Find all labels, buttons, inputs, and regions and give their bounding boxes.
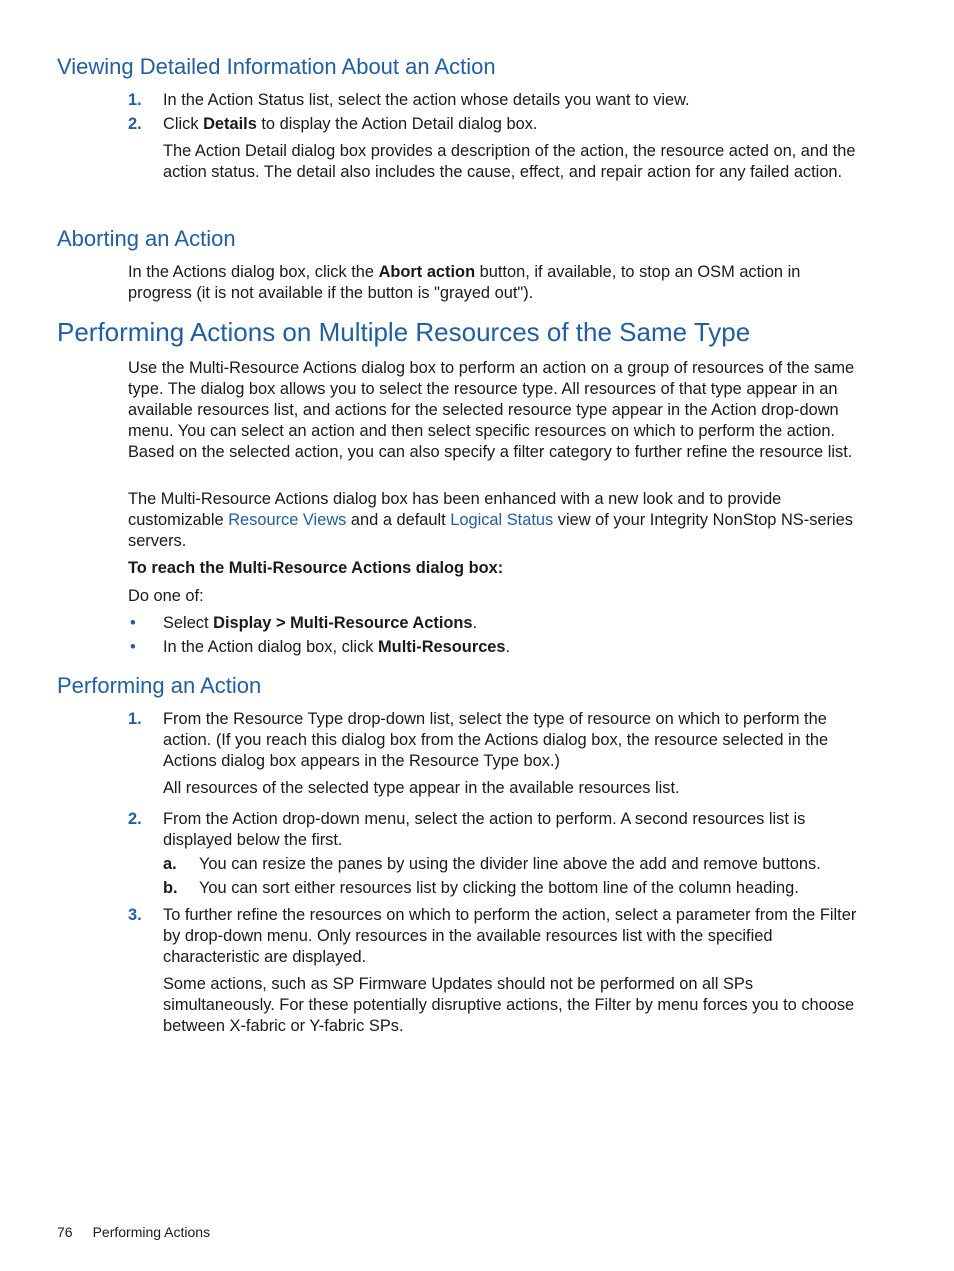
step-note: All resources of the selected type appear in the available resources list.	[163, 779, 680, 797]
substep-label: a.	[163, 855, 177, 873]
step-number: 3.	[128, 906, 142, 924]
paragraph: Do one of:	[128, 587, 204, 605]
substep-label: b.	[163, 879, 178, 897]
paragraph: Use the Multi-Resource Actions dialog box to perform an action on a group of resources of the same type. The dialog box allows you to select the resource type. All resources of that type appear in an available resources list, and actions for the selected resource type appear in the Action drop-down menu. You can select an action and then select specific resources on which to perform the action. Based on the selected action, you can also specify a filter category to further refine the resource list.	[128, 359, 855, 461]
step-number: 2.	[128, 810, 142, 828]
bullet-item: In the Action dialog box, click Multi-Resources.	[163, 638, 511, 656]
step-text: In the Action Status list, select the action whose details you want to view.	[163, 91, 690, 109]
step-note: Some actions, such as SP Firmware Updates should not be performed on all SPs simultaneously. For these potentially disruptive actions, the Filter by menu forces you to choose between X-fabric or Y-fabric SPs.	[163, 975, 855, 1035]
heading-viewing-details: Viewing Detailed Information About an Action	[57, 54, 496, 79]
step-text: From the Action drop-down menu, select the action to perform. A second resources list is displayed below the first.	[163, 810, 806, 849]
substep-text: You can sort either resources list by clicking the bottom line of the column heading.	[199, 879, 799, 897]
step-text: Click Details to display the Action Detail dialog box.	[163, 115, 538, 133]
step-number: 2.	[128, 115, 142, 133]
page-footer	[57, 1223, 230, 1241]
procedure-title: To reach the Multi-Resource Actions dialog box:	[128, 559, 504, 577]
step-number: 1.	[128, 710, 142, 728]
heading-multiple-resources: Performing Actions on Multiple Resources of the Same Type	[57, 317, 751, 347]
bullet-icon: •	[130, 638, 136, 656]
paragraph: In the Actions dialog box, click the Abort action button, if available, to stop an OSM action in progress (it is not available if the button is "grayed out").	[128, 263, 801, 302]
page-number: 76	[57, 1224, 73, 1240]
heading-aborting: Aborting an Action	[57, 226, 236, 251]
step-note: The Action Detail dialog box provides a description of the action, the resource acted on, and the action status. The detail also includes the cause, effect, and repair action for any failed action.	[163, 142, 856, 181]
step-number: 1.	[128, 91, 142, 109]
step-text: To further refine the resources on which to perform the action, select a parameter from the Filter by drop-down menu. Only resources in the available resources list with the specified characteristic are displayed.	[163, 906, 857, 966]
footer-section-title: Performing Actions	[92, 1224, 211, 1240]
resource-views-link[interactable]: Resource Views	[228, 511, 347, 529]
heading-performing-action: Performing an Action	[57, 673, 262, 698]
paragraph: The Multi-Resource Actions dialog box has been enhanced with a new look and to provide customizable Resource Views and a default Logical Status view of your Integrity NonStop NS-series servers.	[128, 490, 853, 550]
substep-text: You can resize the panes by using the divider line above the add and remove buttons.	[199, 855, 821, 873]
step-text: From the Resource Type drop-down list, select the type of resource on which to perform the action. (If you reach this dialog box from the Actions dialog box, the resource selected in the Actions dialog box appears in the Resource Type box.)	[163, 710, 829, 770]
bullet-item: Select Display > Multi-Resource Actions.	[163, 614, 478, 632]
logical-status-link[interactable]: Logical Status	[450, 511, 554, 529]
bullet-icon: •	[130, 614, 136, 632]
